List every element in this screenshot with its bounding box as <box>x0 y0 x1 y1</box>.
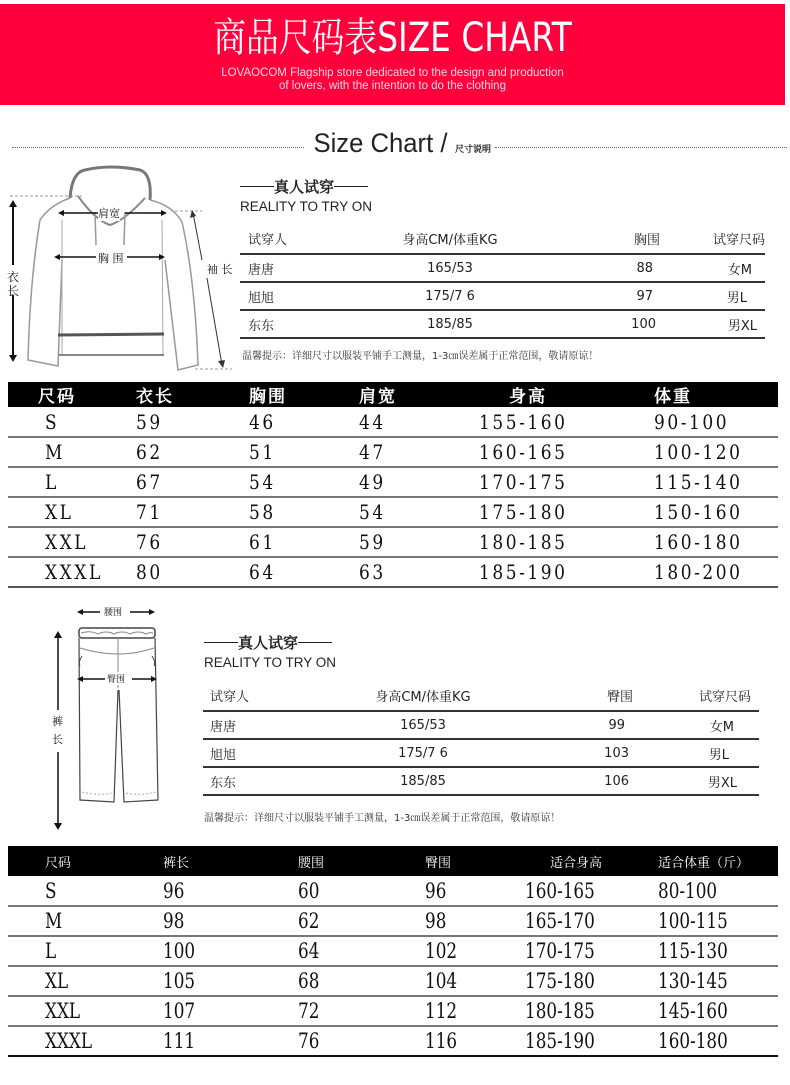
hip: 96 <box>425 878 447 903</box>
size-label: S <box>45 878 57 903</box>
size-label: L <box>45 470 59 494</box>
hip-value: 103 <box>523 739 653 767</box>
hip: 104 <box>425 969 458 993</box>
tester-name: 唐唐 <box>203 711 323 739</box>
chest: 58 <box>249 500 276 524</box>
table-row <box>8 527 778 557</box>
body-length: 80 <box>136 560 163 584</box>
height-weight: 165/53 <box>323 711 523 739</box>
section-heading <box>12 128 787 158</box>
height-range: 160-165 <box>479 440 568 464</box>
table-row <box>8 936 778 966</box>
sleeve-length-label: 袖 长 <box>207 263 233 276</box>
size-label: XXL <box>45 999 81 1023</box>
chest: 64 <box>249 560 276 584</box>
tried-size: 男XL <box>653 767 759 795</box>
hip-value: 106 <box>523 767 653 795</box>
body-length: 76 <box>136 530 163 554</box>
size-label: L <box>45 939 57 963</box>
pants-length: 105 <box>163 969 196 993</box>
size-label: S <box>45 409 60 434</box>
column-header: 臀围 <box>523 681 653 711</box>
chest: 61 <box>249 530 276 554</box>
column-header: 臀围 <box>425 846 525 876</box>
column-header: 试穿尺码 <box>653 681 759 711</box>
dotted-divider-right <box>495 147 787 148</box>
hip: 102 <box>425 939 458 963</box>
column-header: 适合体重（斤） <box>658 846 778 876</box>
height-weight: 185/85 <box>350 310 550 338</box>
height-weight: 185/85 <box>323 767 523 795</box>
chest-value: 88 <box>550 254 670 282</box>
weight-range: 160-180 <box>654 530 743 554</box>
column-header: 尺码 <box>8 846 163 876</box>
body-length: 62 <box>136 440 163 464</box>
shoulder-width: 63 <box>359 560 386 584</box>
table-row <box>8 467 778 497</box>
size-label: XXL <box>45 530 89 554</box>
column-header: 裤长 <box>163 846 298 876</box>
tried-size: 女M <box>670 254 765 282</box>
column-header: 身高CM/体重KG <box>350 224 550 254</box>
weight-range: 180-200 <box>654 560 743 584</box>
waist-label: 腰围 <box>104 605 122 618</box>
size-label: XXXL <box>45 1029 93 1053</box>
banner-subtitle <box>0 67 785 93</box>
size-label: XXXL <box>45 560 103 584</box>
header-banner <box>0 4 785 105</box>
shoulder-width: 44 <box>359 409 386 434</box>
table-row <box>8 437 778 467</box>
table-row <box>203 711 759 739</box>
pants-length-label-2: 长 <box>52 733 63 746</box>
shoulder-width: 59 <box>359 530 386 554</box>
section-title: Size Chart / <box>313 127 448 158</box>
heading-rule-left <box>204 642 238 643</box>
tester-name: 东东 <box>203 767 323 795</box>
waist: 60 <box>298 878 320 903</box>
banner-subtitle-line-1: LOVAOCOM Flagship store dedicated to the design and production <box>221 67 564 79</box>
table-row <box>203 739 759 767</box>
hip-value: 99 <box>523 711 653 739</box>
table-row <box>8 876 778 906</box>
tester-name: 旭旭 <box>203 739 323 767</box>
top-size-table <box>8 382 778 588</box>
suitable-height: 170-175 <box>525 939 595 963</box>
body-length: 59 <box>136 409 163 434</box>
waist: 76 <box>298 1029 320 1053</box>
body-length: 71 <box>136 500 163 524</box>
column-header: 身高 <box>479 382 654 407</box>
weight-range: 150-160 <box>654 500 743 524</box>
tester-name: 旭旭 <box>240 282 350 310</box>
table-header-row <box>240 224 765 254</box>
column-header: 试穿人 <box>203 681 323 711</box>
waist: 72 <box>298 999 320 1023</box>
height-range: 185-190 <box>479 560 568 584</box>
suitable-weight: 115-130 <box>658 939 728 963</box>
column-header: 体重 <box>654 382 778 407</box>
tried-size: 女M <box>653 711 759 739</box>
waist: 64 <box>298 939 320 963</box>
tried-size: 男L <box>670 282 765 310</box>
chest-value: 100 <box>550 310 670 338</box>
tried-size: 男L <box>653 739 759 767</box>
hip: 98 <box>425 909 447 933</box>
column-header: 试穿人 <box>240 224 350 254</box>
heading-rule-left <box>240 186 274 187</box>
suitable-weight: 130-145 <box>658 969 728 993</box>
table-header-row <box>8 382 778 407</box>
column-header: 身高CM/体重KG <box>323 681 523 711</box>
bottom-tryon-heading-en: REALITY TO TRY ON <box>204 655 337 670</box>
table-row <box>8 996 778 1026</box>
heading-rule-right <box>298 642 332 643</box>
height-range: 155-160 <box>479 409 568 434</box>
table-row <box>240 310 765 338</box>
bottom-tryon-note: 温馨提示：详细尺寸以服装平铺手工测量，1-3㎝误差属于正常范围，敬请原谅！ <box>204 813 561 824</box>
height-range: 175-180 <box>479 500 568 524</box>
tester-name: 唐唐 <box>240 254 350 282</box>
suitable-weight: 160-180 <box>658 1029 728 1053</box>
banner-title: 商品尺码表SIZE CHART <box>213 15 572 61</box>
shoulder-width: 49 <box>359 470 386 494</box>
table-row <box>8 407 778 437</box>
suitable-weight: 100-115 <box>658 909 728 933</box>
bottom-tryon-heading-cn-row <box>204 632 336 653</box>
hip-label: 臀围 <box>107 672 125 685</box>
bottom-tryon-table <box>203 681 759 796</box>
weight-range: 90-100 <box>654 409 730 434</box>
table-row <box>203 767 759 795</box>
suitable-height: 160-165 <box>525 878 595 903</box>
body-length-label-2: 长 <box>7 284 20 298</box>
column-header: 适合身高 <box>525 846 658 876</box>
weight-range: 115-140 <box>654 470 743 494</box>
shoulder-width: 47 <box>359 440 386 464</box>
pants-diagram-icon <box>40 600 190 835</box>
suitable-height: 175-180 <box>525 969 595 993</box>
height-weight: 175/7 6 <box>323 739 523 767</box>
waist: 68 <box>298 969 320 993</box>
height-weight: 165/53 <box>350 254 550 282</box>
table-header-row <box>8 846 778 876</box>
suitable-height: 180-185 <box>525 999 595 1023</box>
suitable-height: 165-170 <box>525 909 595 933</box>
table-row <box>8 966 778 996</box>
pants-length: 98 <box>163 909 185 933</box>
column-header: 腰围 <box>298 846 425 876</box>
pants-length-label-1: 裤 <box>52 715 63 728</box>
table-row <box>240 282 765 310</box>
banner-subtitle-line-2: of lovers, with the intention to do the clothing <box>279 80 506 92</box>
bottom-tryon-heading-cn: 真人试穿 <box>238 634 299 652</box>
size-label: M <box>45 909 63 933</box>
top-tryon-heading-cn: 真人试穿 <box>274 178 335 196</box>
size-label: XL <box>45 500 74 524</box>
suitable-weight: 145-160 <box>658 999 728 1023</box>
bottom-tryon-heading <box>204 632 336 670</box>
waist: 62 <box>298 909 320 933</box>
top-tryon-heading-cn-row <box>240 176 372 197</box>
hip: 112 <box>425 999 458 1023</box>
top-tryon-note: 温馨提示：详细尺寸以服装平铺手工测量，1-3㎝误差属于正常范围，敬请原谅！ <box>242 351 599 362</box>
section-subtitle: 尺寸说明 <box>455 144 492 155</box>
top-tryon-heading <box>240 176 372 214</box>
table-row <box>8 906 778 936</box>
chest: 54 <box>249 470 276 494</box>
chest: 46 <box>249 409 276 434</box>
hip: 116 <box>425 1029 458 1053</box>
bottom-size-table <box>8 846 778 1057</box>
chest: 51 <box>249 440 276 464</box>
table-row <box>8 557 778 587</box>
column-header: 胸围 <box>550 224 670 254</box>
pants-length: 107 <box>163 999 196 1023</box>
shoulder-width: 54 <box>359 500 386 524</box>
pants-length: 96 <box>163 878 185 903</box>
table-row <box>8 497 778 527</box>
table-header-row <box>203 681 759 711</box>
weight-range: 100-120 <box>654 440 743 464</box>
pants-length: 100 <box>163 939 196 963</box>
top-tryon-table <box>240 224 765 339</box>
tried-size: 男XL <box>670 310 765 338</box>
body-length: 67 <box>136 470 163 494</box>
chest-label: 胸 围 <box>98 252 124 265</box>
chest-value: 97 <box>550 282 670 310</box>
height-weight: 175/7 6 <box>350 282 550 310</box>
column-header: 肩宽 <box>359 382 479 407</box>
height-range: 170-175 <box>479 470 568 494</box>
body-length-label-1: 衣 <box>7 270 20 284</box>
shoulder-width-label: 肩宽 <box>98 207 120 220</box>
hoodie-diagram-icon <box>0 160 235 375</box>
column-header: 试穿尺码 <box>670 224 765 254</box>
column-header: 尺码 <box>8 382 136 407</box>
dotted-divider-left <box>12 147 304 148</box>
pants-length: 111 <box>163 1029 196 1053</box>
height-range: 180-185 <box>479 530 568 554</box>
size-label: XL <box>45 969 69 993</box>
tester-name: 东东 <box>240 310 350 338</box>
heading-rule-right <box>334 186 368 187</box>
suitable-height: 185-190 <box>525 1029 595 1053</box>
column-header: 胸围 <box>249 382 359 407</box>
top-tryon-heading-en: REALITY TO TRY ON <box>240 199 373 214</box>
table-row <box>8 1026 778 1056</box>
suitable-weight: 80-100 <box>658 878 718 903</box>
size-label: M <box>45 440 65 464</box>
column-header: 衣长 <box>136 382 249 407</box>
table-row <box>240 254 765 282</box>
